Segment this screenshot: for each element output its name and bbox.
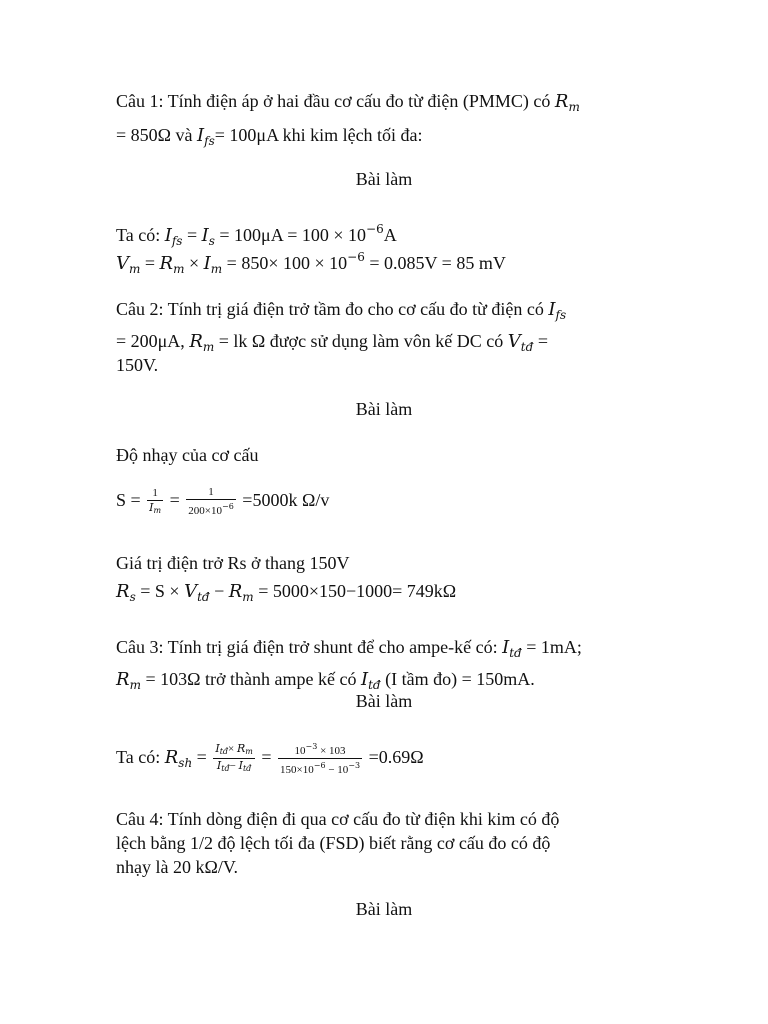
q2-heading: Bài làm [355, 399, 413, 419]
q2-text-2: = 200μA, [116, 331, 190, 351]
q2-text: Câu 2: Tính trị giá điện trở tầm đo cho cơ cấu đo từ điện có [116, 299, 549, 319]
rs-result: = 5000×150−1000= 749kΩ [253, 581, 457, 601]
itd-subscript: tđ [509, 646, 522, 660]
fraction-1-over-im [147, 487, 163, 517]
is-symbol: I [201, 225, 209, 246]
equals: = [533, 331, 548, 351]
q1-text-3: = 100μA khi kim lệch tối đa: [214, 125, 423, 145]
exponent: −6 [366, 222, 384, 236]
itd-symbol: I [238, 759, 243, 773]
equals: = [256, 747, 277, 767]
denominator [186, 499, 236, 518]
im-subscript: m [210, 262, 223, 276]
rm-symbol: R [159, 253, 174, 274]
numerator: 1 [208, 486, 214, 498]
q4-line2: lệch bằng 1/2 độ lệch tối đa (FSD) biết rằng cơ cấu đo có độ [116, 833, 551, 853]
ifs-symbol: I [197, 125, 205, 146]
rsh-symbol: R [164, 747, 179, 768]
minus: − [229, 760, 239, 773]
q1-step2 [116, 246, 506, 280]
q1-line1 [116, 90, 580, 118]
ifs-symbol: I [164, 225, 172, 246]
exponent: −6 [222, 502, 234, 511]
vtd-symbol: V [184, 581, 198, 602]
rm-symbol: R [554, 91, 569, 112]
vtd-subscript: tđ [197, 590, 210, 604]
q2-line3: 150V. [116, 355, 159, 375]
rsh-result: =0.69Ω [364, 747, 424, 767]
ifs-symbol: I [548, 299, 556, 320]
rm-subscript: m [568, 100, 580, 114]
unit: A [383, 225, 397, 245]
q4-line1: Câu 4: Tính dòng điện đi qua cơ cấu đo từ điện khi kim có độ [116, 809, 560, 829]
equals: = [192, 747, 212, 767]
q2-sensitivity-formula [116, 486, 329, 518]
rm-symbol: R [116, 669, 130, 690]
rm-subscript: m [245, 747, 253, 757]
minus: − [209, 581, 229, 601]
q3-text: Câu 3: Tính trị giá điện trở shunt để cho ampe-kế có: [116, 637, 503, 657]
q3-text-4: (I tầm đo) = 150mA. [380, 669, 535, 689]
vtd-subscript: tđ [520, 340, 534, 354]
exponent: −3 [348, 761, 361, 771]
denominator-rest: − 10 [325, 764, 349, 777]
im-symbol: I [149, 501, 154, 514]
q1-step1-value: = 100μA = 100 × 10 [214, 225, 367, 245]
sensitivity-result: =5000k Ω/v [237, 490, 330, 511]
itd-subscript: tđ [242, 764, 252, 774]
rm-subscript: m [202, 340, 215, 354]
itd-symbol: I [502, 637, 510, 658]
numerator [213, 742, 255, 758]
s-label: S = [116, 490, 146, 511]
q1-text-2: = 850Ω và [116, 125, 198, 145]
itd-subscript: tđ [219, 747, 229, 757]
rm-symbol: R [237, 742, 246, 756]
rs-subscript: s [129, 590, 136, 604]
rm-subscript: m [242, 590, 254, 604]
itd-symbol: I [215, 742, 220, 756]
q1-step2-value: = 850× 100 × 10 [222, 253, 348, 273]
ifs-subscript: fs [204, 134, 215, 148]
q4-heading: Bài làm [355, 899, 413, 919]
equals: = [182, 225, 202, 245]
q3-text-2: = 1mA; [521, 637, 582, 657]
denominator [147, 500, 163, 517]
equals: = [140, 253, 160, 273]
ta-co-label: Ta có: [116, 225, 165, 245]
exponent: −3 [305, 742, 318, 752]
ifs-subscript: fs [171, 234, 183, 248]
q1-line2 [116, 124, 423, 152]
denominator-value: 200×10 [188, 505, 222, 517]
q1-heading: Bài làm [355, 169, 413, 189]
q2-line2 [116, 330, 548, 358]
fraction-1-over-200e-6 [186, 486, 236, 518]
times: × [184, 253, 204, 273]
itd-symbol: I [360, 669, 369, 690]
q3-text-3: = 103Ω trở thành ampe kế có [140, 669, 361, 689]
denominator-base: 150×10 [280, 764, 314, 777]
equals: = [165, 490, 185, 511]
q3-heading: Bài làm [355, 691, 413, 711]
rm-subscript: m [173, 262, 185, 276]
q2-text-3: = lk Ω được sử dụng làm vôn kế DC có [214, 331, 508, 351]
rs-symbol: R [116, 581, 130, 602]
im-subscript: m [153, 506, 162, 515]
q2-line1 [116, 298, 566, 326]
q1-result: = 0.085V = 85 mV [364, 253, 506, 273]
numerator-rest: × 103 [317, 745, 346, 758]
vm-symbol: V [116, 253, 129, 274]
numerator [278, 740, 362, 758]
q2-sensitivity-title: Độ nhạy của cơ cấu [116, 445, 259, 465]
exponent: −6 [313, 761, 326, 771]
numerator: 1 [152, 487, 158, 499]
fraction-itd-rm [213, 742, 255, 775]
rm-symbol: R [228, 581, 243, 602]
denominator [213, 758, 255, 775]
q3-line1 [116, 636, 582, 664]
im-symbol: I [203, 253, 211, 274]
rsh-subscript: sh [178, 756, 193, 770]
rm-subscript: m [129, 678, 141, 692]
s-times: = S × [135, 581, 185, 601]
numerator-base: 10 [294, 745, 306, 758]
ta-co-label: Ta có: [116, 747, 165, 767]
itd-subscript: tđ [368, 678, 381, 692]
is-subscript: s [208, 234, 215, 248]
denominator [278, 758, 362, 777]
vm-subscript: m [129, 262, 141, 276]
rm-symbol: R [189, 331, 203, 352]
ifs-subscript: fs [555, 308, 567, 322]
times: × [228, 743, 237, 756]
q4-line3: nhạy là 20 kΩ/V. [116, 857, 239, 877]
fraction-numeric [278, 740, 362, 777]
exponent: −6 [347, 250, 365, 264]
q3-rsh-formula [116, 740, 424, 780]
itd-symbol: I [216, 759, 222, 773]
itd-subscript: tđ [221, 764, 230, 774]
q1-text: Câu 1: Tính điện áp ở hai đầu cơ cấu đo từ điện (PMMC) có [116, 91, 555, 111]
q2-rs-formula [116, 580, 456, 608]
vtd-symbol: V [507, 331, 521, 352]
q2-rs-title: Giá trị điện trở Rs ở thang 150V [116, 553, 350, 573]
